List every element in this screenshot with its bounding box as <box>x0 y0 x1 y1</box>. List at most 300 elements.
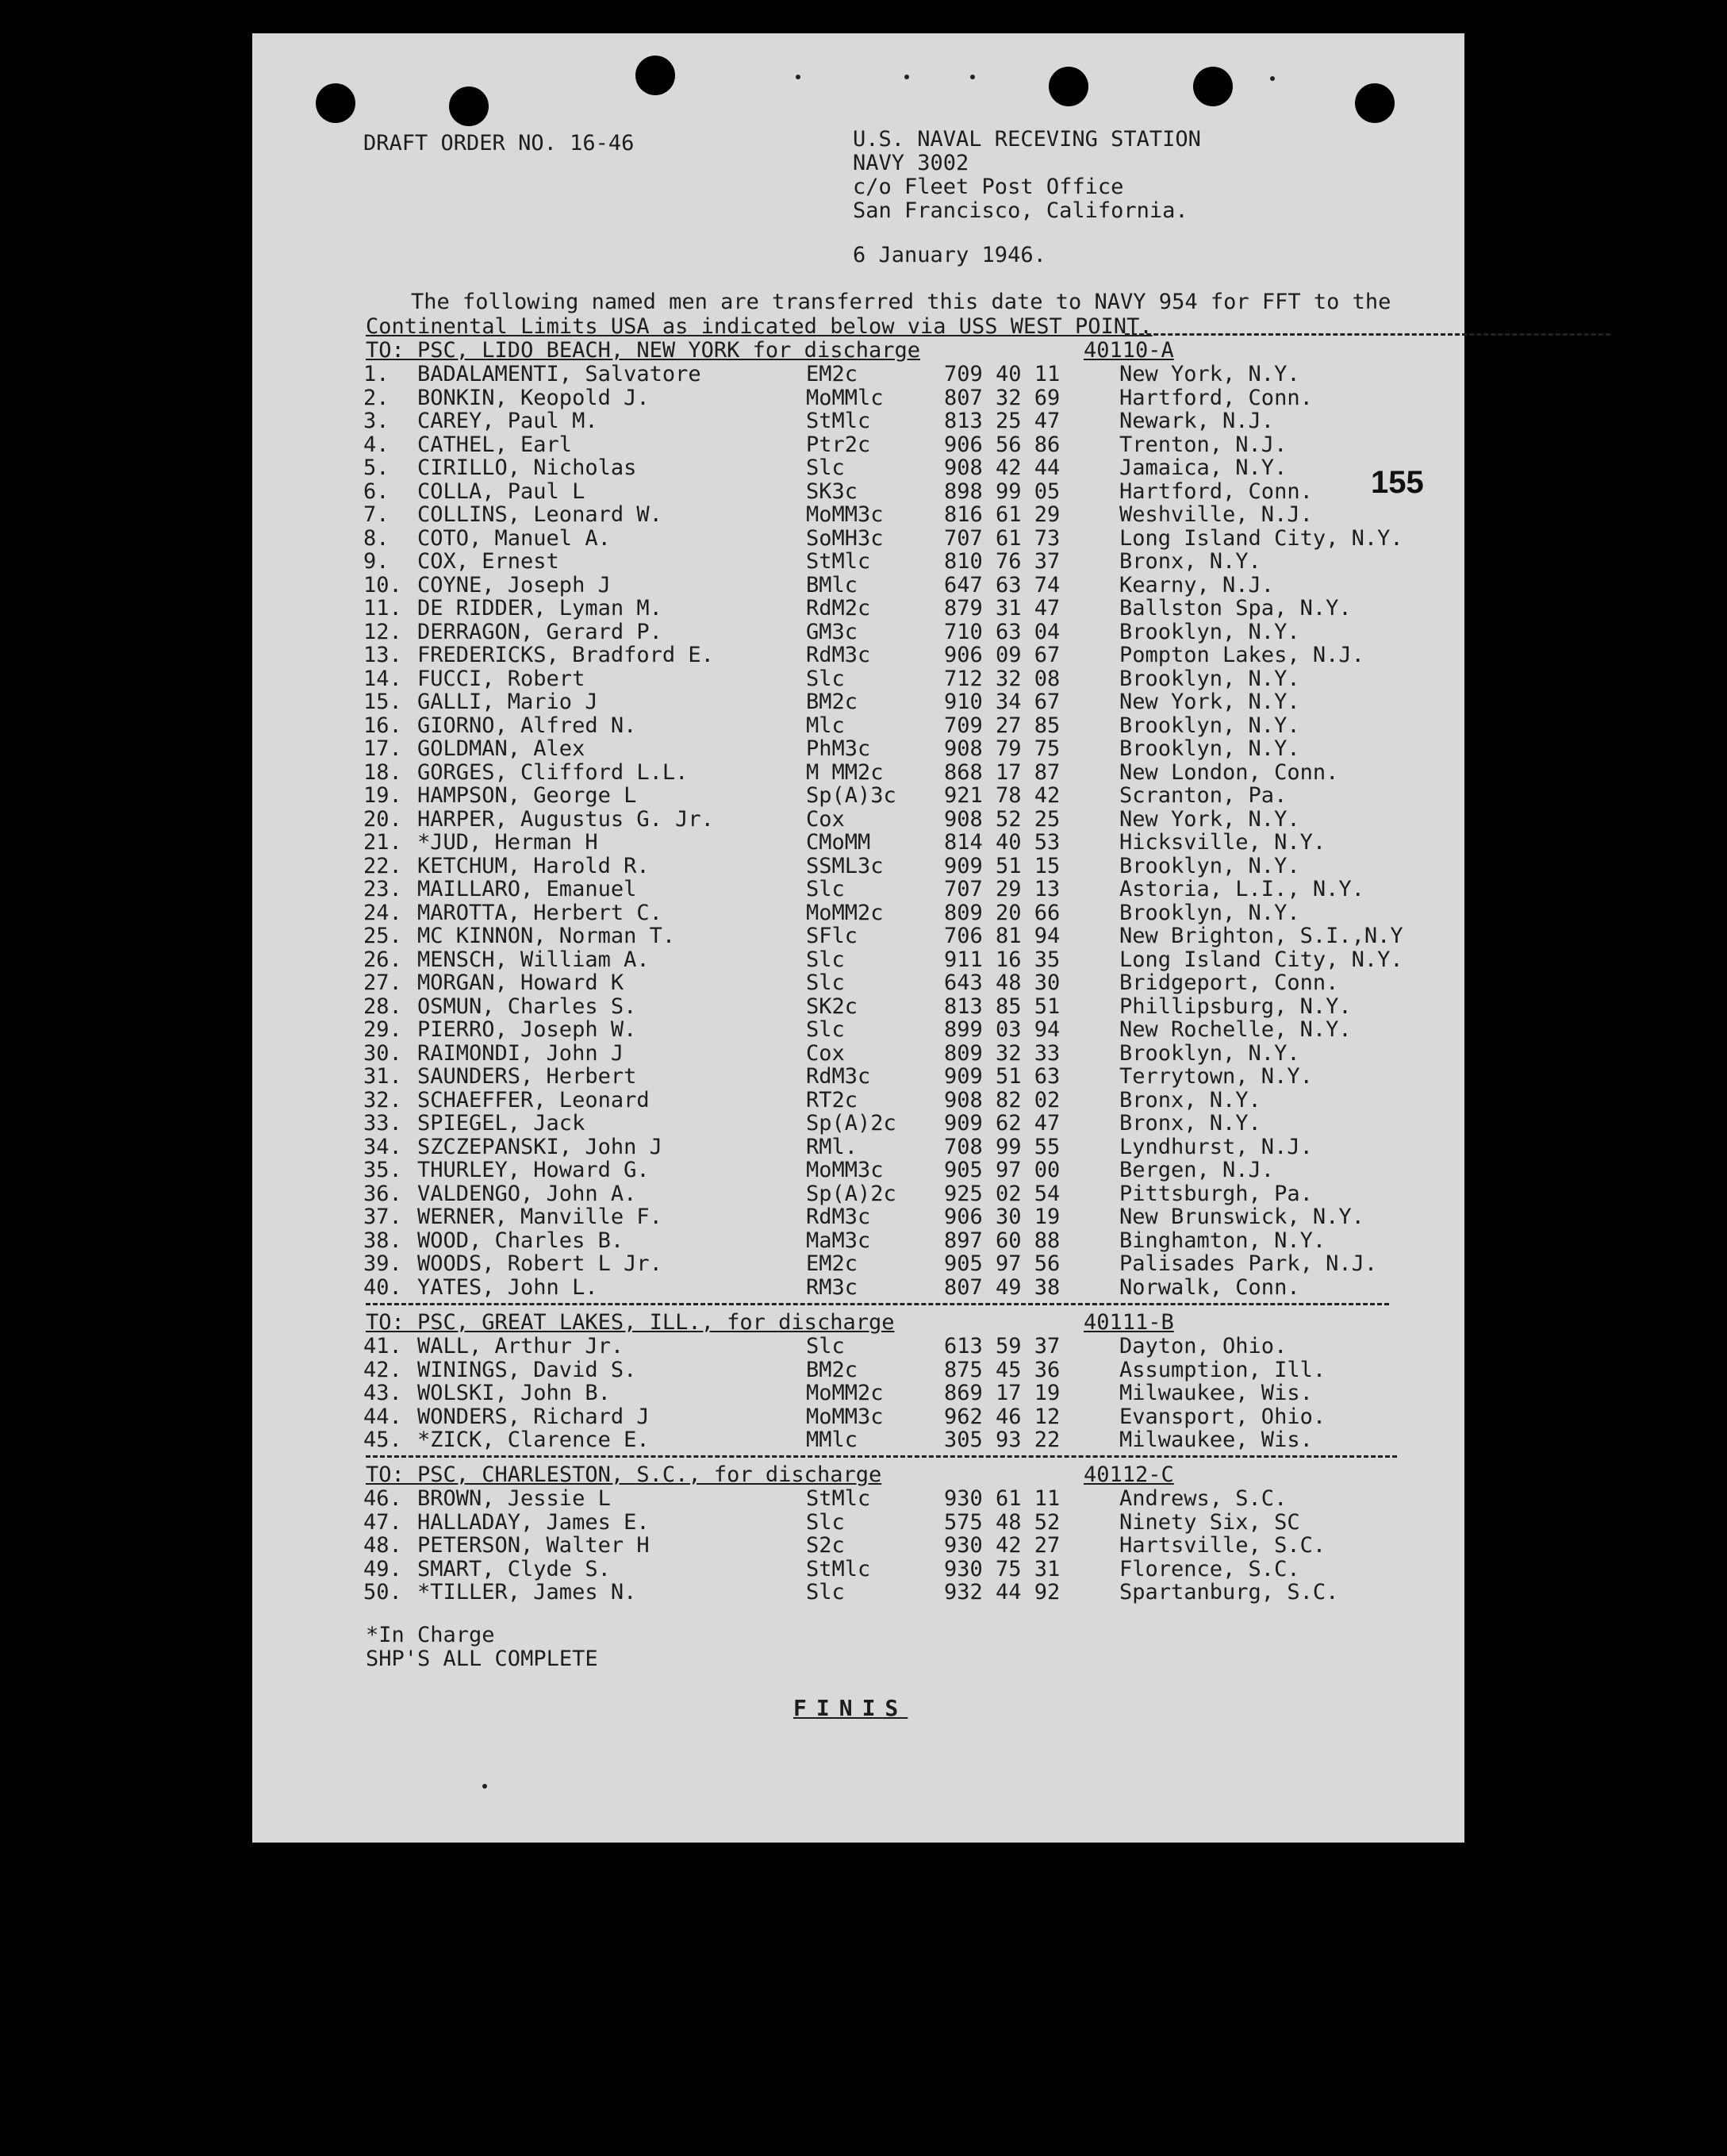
intro-line-2: Continental Limits USA as indicated below via USS WEST POINT. <box>366 314 1153 339</box>
row-number: 26. <box>363 947 402 972</box>
dashed-separator <box>366 1303 1389 1305</box>
person-name: PETERSON, Walter H <box>417 1533 650 1558</box>
table-row <box>252 714 1464 738</box>
rating: RdM3c <box>806 1205 871 1229</box>
person-name: PIERRO, Joseph W. <box>417 1017 637 1042</box>
table-row <box>252 1182 1464 1206</box>
service-number: 908 79 75 <box>944 736 1061 761</box>
station-line: NAVY 3002 <box>853 151 969 175</box>
home-town: Astoria, L.I., N.Y. <box>1119 877 1364 901</box>
person-name: SPIEGEL, Jack <box>417 1111 585 1136</box>
person-name: RAIMONDI, John J <box>417 1040 624 1066</box>
speck <box>904 75 909 79</box>
person-name: VALDENGO, John A. <box>417 1181 637 1206</box>
home-town: Binghamton, N.Y. <box>1119 1228 1326 1253</box>
person-name: CAREY, Paul M. <box>417 409 598 433</box>
person-name: COTO, Manuel A. <box>417 525 611 551</box>
table-row <box>252 784 1464 808</box>
home-town: Lyndhurst, N.J. <box>1119 1134 1313 1159</box>
station-line: San Francisco, California. <box>853 198 1188 223</box>
row-number: 44. <box>363 1404 402 1429</box>
home-town: Norwalk, Conn. <box>1119 1274 1300 1300</box>
home-town: Trenton, N.J. <box>1119 432 1288 457</box>
service-number: 879 31 47 <box>944 596 1061 621</box>
table-row <box>252 550 1464 574</box>
row-number: 2. <box>363 385 390 410</box>
row-number: 49. <box>363 1556 402 1581</box>
rating: CMoMM <box>806 830 871 855</box>
person-name: BADALAMENTI, Salvatore <box>417 362 701 386</box>
table-row <box>252 901 1464 925</box>
home-town: Phillipsburg, N.Y. <box>1119 993 1352 1019</box>
person-name: MORGAN, Howard K <box>417 970 624 995</box>
rating: StMlc <box>806 409 871 433</box>
table-row <box>252 386 1464 410</box>
rating: MoMM3c <box>806 1158 884 1182</box>
service-number: 710 63 04 <box>944 619 1061 644</box>
service-number: 613 59 37 <box>944 1334 1061 1359</box>
table-row <box>252 527 1464 551</box>
row-number: 42. <box>363 1357 402 1382</box>
rating: RT2c <box>806 1087 858 1113</box>
person-name: WOODS, Robert L Jr. <box>417 1251 662 1276</box>
service-number: 816 61 29 <box>944 502 1061 527</box>
home-town: Brooklyn, N.Y. <box>1119 1040 1300 1066</box>
home-town: Jamaica, N.Y. <box>1119 455 1288 480</box>
home-town: Brooklyn, N.Y. <box>1119 619 1300 644</box>
person-name: BROWN, Jessie L <box>417 1486 611 1511</box>
table-row <box>252 995 1464 1019</box>
person-name: *TILLER, James N. <box>417 1580 637 1605</box>
service-number: 898 99 05 <box>944 478 1061 504</box>
rating: BM2c <box>806 1357 858 1382</box>
table-row <box>252 1558 1464 1581</box>
home-town: Hartford, Conn. <box>1119 385 1313 410</box>
section-code: 40111-B <box>1084 1310 1174 1335</box>
rating: MoMM3c <box>806 1404 884 1429</box>
table-row <box>252 737 1464 761</box>
table-row <box>252 1511 1464 1535</box>
home-town: Newark, N.J. <box>1119 409 1275 433</box>
home-town: Hartsville, S.C. <box>1119 1533 1326 1558</box>
section-code: 40112-C <box>1084 1462 1174 1487</box>
table-row <box>252 1428 1464 1452</box>
row-number: 50. <box>363 1580 402 1605</box>
row-number: 23. <box>363 877 402 901</box>
rating: MoMM2c <box>806 1381 884 1405</box>
rating: SSML3c <box>806 853 884 878</box>
service-number: 707 61 73 <box>944 525 1061 551</box>
service-number: 910 34 67 <box>944 690 1061 714</box>
row-number: 33. <box>363 1111 402 1136</box>
table-row <box>252 1359 1464 1382</box>
home-town: Andrews, S.C. <box>1119 1486 1288 1511</box>
service-number: 643 48 30 <box>944 970 1061 995</box>
row-number: 12. <box>363 619 402 644</box>
table-row <box>252 433 1464 457</box>
row-number: 6. <box>363 478 390 504</box>
person-name: COYNE, Joseph J <box>417 572 611 598</box>
service-number: 925 02 54 <box>944 1181 1061 1206</box>
speck <box>482 1784 487 1789</box>
person-name: *ZICK, Clarence E. <box>417 1428 650 1452</box>
service-number: 647 63 74 <box>944 572 1061 598</box>
service-number: 909 51 63 <box>944 1064 1061 1089</box>
rating: Sp(A)2c <box>806 1181 896 1206</box>
row-number: 24. <box>363 900 402 925</box>
row-number: 10. <box>363 572 402 598</box>
service-number: 911 16 35 <box>944 947 1061 972</box>
section-heading: TO: PSC, CHARLESTON, S.C., for discharge <box>366 1462 882 1487</box>
rating: MaM3c <box>806 1228 871 1253</box>
person-name: BONKIN, Keopold J. <box>417 385 650 410</box>
home-town: Pompton Lakes, N.J. <box>1119 643 1364 667</box>
row-number: 29. <box>363 1017 402 1042</box>
table-row <box>252 1042 1464 1066</box>
table-row <box>252 1581 1464 1605</box>
rating: Slc <box>806 947 845 972</box>
person-name: COX, Ernest <box>417 549 559 574</box>
table-row <box>252 1205 1464 1229</box>
row-number: 37. <box>363 1205 402 1229</box>
table-row <box>252 456 1464 480</box>
service-number: 810 76 37 <box>944 549 1061 574</box>
table-row <box>252 761 1464 785</box>
table-row <box>252 1065 1464 1089</box>
home-town: Bronx, N.Y. <box>1119 1087 1261 1113</box>
rating: RMl. <box>806 1134 858 1159</box>
rating: MoMMlc <box>806 385 884 410</box>
table-row <box>252 948 1464 972</box>
row-number: 11. <box>363 596 402 621</box>
rating: M MM2c <box>806 759 884 785</box>
home-town: Long Island City, N.Y. <box>1119 947 1403 972</box>
rating: Ptr2c <box>806 432 871 457</box>
rating: Slc <box>806 970 845 995</box>
home-town: Bronx, N.Y. <box>1119 1111 1261 1136</box>
rating: StMlc <box>806 549 871 574</box>
table-row <box>252 574 1464 598</box>
home-town: Assumption, Ill. <box>1119 1357 1326 1382</box>
home-town: New London, Conn. <box>1119 759 1339 785</box>
person-name: DERRAGON, Gerard P. <box>417 619 662 644</box>
table-row <box>252 409 1464 433</box>
table-row <box>252 1534 1464 1558</box>
person-name: GALLI, Mario J <box>417 690 598 714</box>
table-row <box>252 1252 1464 1276</box>
table-row <box>252 831 1464 855</box>
home-town: Bergen, N.J. <box>1119 1158 1275 1182</box>
service-number: 908 42 44 <box>944 455 1061 480</box>
row-number: 18. <box>363 759 402 785</box>
row-number: 7. <box>363 502 390 527</box>
home-town: Brooklyn, N.Y. <box>1119 713 1300 738</box>
home-town: Brooklyn, N.Y. <box>1119 736 1300 761</box>
home-town: Kearny, N.J. <box>1119 572 1275 598</box>
row-number: 40. <box>363 1274 402 1300</box>
service-number: 868 17 87 <box>944 759 1061 785</box>
rating: SK3c <box>806 478 858 504</box>
rating: Sp(A)3c <box>806 783 896 808</box>
person-name: FREDERICKS, Bradford E. <box>417 643 714 667</box>
home-town: New Brunswick, N.Y. <box>1119 1205 1364 1229</box>
row-number: 21. <box>363 830 402 855</box>
service-number: 908 82 02 <box>944 1087 1061 1113</box>
service-number: 897 60 88 <box>944 1228 1061 1253</box>
home-town: Brooklyn, N.Y. <box>1119 853 1300 878</box>
rating: StMlc <box>806 1486 871 1511</box>
service-number: 905 97 00 <box>944 1158 1061 1182</box>
service-number: 807 49 38 <box>944 1274 1061 1300</box>
home-town: New York, N.Y. <box>1119 690 1300 714</box>
rating: MoMM3c <box>806 502 884 527</box>
home-town: Pittsburgh, Pa. <box>1119 1181 1313 1206</box>
table-row <box>252 480 1464 504</box>
person-name: COLLINS, Leonard W. <box>417 502 662 527</box>
service-number: 712 32 08 <box>944 666 1061 691</box>
home-town: Milwaukee, Wis. <box>1119 1428 1313 1452</box>
row-number: 27. <box>363 970 402 995</box>
row-number: 46. <box>363 1486 402 1511</box>
service-number: 813 85 51 <box>944 993 1061 1019</box>
service-number: 869 17 19 <box>944 1381 1061 1405</box>
person-name: WOLSKI, John B. <box>417 1381 611 1405</box>
person-name: WALL, Arthur Jr. <box>417 1334 624 1359</box>
punch-hole <box>1355 83 1395 123</box>
home-town: Bridgeport, Conn. <box>1119 970 1339 995</box>
service-number: 305 93 22 <box>944 1428 1061 1452</box>
table-row <box>252 971 1464 995</box>
table-row <box>252 1089 1464 1113</box>
home-town: New York, N.Y. <box>1119 362 1300 386</box>
rating: Cox <box>806 1040 845 1066</box>
table-row <box>252 621 1464 644</box>
row-number: 30. <box>363 1040 402 1066</box>
section-heading: TO: PSC, LIDO BEACH, NEW YORK for discharge <box>366 338 920 363</box>
person-name: WONDERS, Richard J <box>417 1404 650 1429</box>
row-number: 25. <box>363 924 402 948</box>
person-name: KETCHUM, Harold R. <box>417 853 650 878</box>
rating: Slc <box>806 877 845 901</box>
home-town: Brooklyn, N.Y. <box>1119 900 1300 925</box>
row-number: 28. <box>363 993 402 1019</box>
service-number: 930 75 31 <box>944 1556 1061 1581</box>
table-row <box>252 1229 1464 1253</box>
row-number: 3. <box>363 409 390 433</box>
finis-mark: FINIS <box>793 1695 908 1721</box>
service-number: 930 61 11 <box>944 1486 1061 1511</box>
speck <box>970 75 975 79</box>
row-number: 9. <box>363 549 390 574</box>
punch-hole <box>635 56 675 95</box>
person-name: WERNER, Manville F. <box>417 1205 662 1229</box>
home-town: Ninety Six, SC <box>1119 1509 1300 1535</box>
person-name: MC KINNON, Norman T. <box>417 924 676 948</box>
rating: MMlc <box>806 1428 858 1452</box>
row-number: 31. <box>363 1064 402 1089</box>
service-number: 814 40 53 <box>944 830 1061 855</box>
row-number: 19. <box>363 783 402 808</box>
rating: SoMH3c <box>806 525 884 551</box>
order-date: 6 January 1946. <box>853 243 1046 267</box>
service-number: 906 56 86 <box>944 432 1061 457</box>
home-town: New York, N.Y. <box>1119 806 1300 832</box>
table-row <box>252 363 1464 386</box>
rating: EM2c <box>806 362 858 386</box>
speck <box>796 75 800 79</box>
row-number: 22. <box>363 853 402 878</box>
table-row <box>252 878 1464 901</box>
row-number: 4. <box>363 432 390 457</box>
rating: GM3c <box>806 619 858 644</box>
person-name: CATHEL, Earl <box>417 432 573 457</box>
row-number: 20. <box>363 806 402 832</box>
row-number: 1. <box>363 362 390 386</box>
home-town: Brooklyn, N.Y. <box>1119 666 1300 691</box>
document-page <box>252 33 1464 1843</box>
rating: BMlc <box>806 572 858 598</box>
person-name: SZCZEPANSKI, John J <box>417 1134 662 1159</box>
intro-line-1: The following named men are transferred this date to NAVY 954 for FFT to the <box>411 290 1391 314</box>
service-number: 908 52 25 <box>944 806 1061 832</box>
station-line: U.S. NAVAL RECEVING STATION <box>853 127 1201 152</box>
home-town: Florence, S.C. <box>1119 1556 1300 1581</box>
person-name: COLLA, Paul L <box>417 478 585 504</box>
table-row <box>252 503 1464 527</box>
service-number: 906 30 19 <box>944 1205 1061 1229</box>
speck <box>1270 76 1275 81</box>
person-name: THURLEY, Howard G. <box>417 1158 650 1182</box>
home-town: Palisades Park, N.J. <box>1119 1251 1378 1276</box>
rating: Sp(A)2c <box>806 1111 896 1136</box>
person-name: HALLADAY, James E. <box>417 1509 650 1535</box>
service-number: 709 27 85 <box>944 713 1061 738</box>
table-row <box>252 1487 1464 1511</box>
home-town: Terrytown, N.Y. <box>1119 1064 1313 1089</box>
station-line: c/o Fleet Post Office <box>853 175 1124 199</box>
table-row <box>252 597 1464 621</box>
row-number: 15. <box>363 690 402 714</box>
rating: MoMM2c <box>806 900 884 925</box>
row-number: 13. <box>363 643 402 667</box>
rating: EM2c <box>806 1251 858 1276</box>
table-row <box>252 1136 1464 1159</box>
home-town: New Brighton, S.I.,N.Y <box>1119 924 1403 948</box>
ships-complete-note: SHP'S ALL COMPLETE <box>366 1647 598 1671</box>
section-heading: TO: PSC, GREAT LAKES, ILL., for discharge <box>366 1310 895 1335</box>
service-number: 575 48 52 <box>944 1509 1061 1535</box>
home-town: Ballston Spa, N.Y. <box>1119 596 1352 621</box>
row-number: 5. <box>363 455 390 480</box>
service-number: 875 45 36 <box>944 1357 1061 1382</box>
rating: SK2c <box>806 993 858 1019</box>
row-number: 34. <box>363 1134 402 1159</box>
table-row <box>252 644 1464 667</box>
home-town: Spartanburg, S.C. <box>1119 1580 1339 1605</box>
rating: SFlc <box>806 924 858 948</box>
row-number: 8. <box>363 525 390 551</box>
punch-hole <box>1193 67 1233 106</box>
service-number: 813 25 47 <box>944 409 1061 433</box>
home-town: Bronx, N.Y. <box>1119 549 1261 574</box>
rating: RM3c <box>806 1274 858 1300</box>
draft-order-number: DRAFT ORDER NO. 16-46 <box>363 131 635 156</box>
row-number: 17. <box>363 736 402 761</box>
person-name: MAILLARO, Emanuel <box>417 877 637 901</box>
person-name: FUCCI, Robert <box>417 666 585 691</box>
person-name: WOOD, Charles B. <box>417 1228 624 1253</box>
person-name: MAROTTA, Herbert C. <box>417 900 662 925</box>
person-name: GOLDMAN, Alex <box>417 736 585 761</box>
rating: RdM2c <box>806 596 871 621</box>
person-name: WININGS, David S. <box>417 1357 637 1382</box>
punch-hole <box>316 83 355 123</box>
person-name: SAUNDERS, Herbert <box>417 1064 637 1089</box>
rating: Slc <box>806 1580 845 1605</box>
section-code: 40110-A <box>1084 338 1174 363</box>
table-row <box>252 808 1464 832</box>
table-row <box>252 1405 1464 1429</box>
home-town: Evansport, Ohio. <box>1119 1404 1326 1429</box>
table-row <box>252 1382 1464 1405</box>
rating: Slc <box>806 666 845 691</box>
dashed-separator <box>1125 333 1610 336</box>
row-number: 39. <box>363 1251 402 1276</box>
service-number: 899 03 94 <box>944 1017 1061 1042</box>
rating: RdM3c <box>806 643 871 667</box>
table-row <box>252 855 1464 878</box>
home-town: Weshville, N.J. <box>1119 502 1313 527</box>
person-name: MENSCH, William A. <box>417 947 650 972</box>
row-number: 35. <box>363 1158 402 1182</box>
service-number: 905 97 56 <box>944 1251 1061 1276</box>
row-number: 14. <box>363 666 402 691</box>
person-name: GORGES, Clifford L.L. <box>417 759 689 785</box>
rating: PhM3c <box>806 736 871 761</box>
home-town: Dayton, Ohio. <box>1119 1334 1288 1359</box>
person-name: HARPER, Augustus G. Jr. <box>417 806 714 832</box>
service-number: 809 20 66 <box>944 900 1061 925</box>
row-number: 48. <box>363 1533 402 1558</box>
rating: Slc <box>806 1017 845 1042</box>
table-row <box>252 690 1464 714</box>
person-name: CIRILLO, Nicholas <box>417 455 637 480</box>
person-name: YATES, John L. <box>417 1274 598 1300</box>
in-charge-note: *In Charge <box>366 1623 495 1647</box>
rating: Cox <box>806 806 845 832</box>
service-number: 962 46 12 <box>944 1404 1061 1429</box>
rating: S2c <box>806 1533 845 1558</box>
person-name: *JUD, Herman H <box>417 830 598 855</box>
table-row <box>252 924 1464 948</box>
person-name: SCHAEFFER, Leonard <box>417 1087 650 1113</box>
home-town: New Rochelle, N.Y. <box>1119 1017 1352 1042</box>
person-name: OSMUN, Charles S. <box>417 993 637 1019</box>
service-number: 709 40 11 <box>944 362 1061 386</box>
service-number: 809 32 33 <box>944 1040 1061 1066</box>
service-number: 706 81 94 <box>944 924 1061 948</box>
person-name: HAMPSON, George L <box>417 783 637 808</box>
page-number: 155 <box>1371 465 1424 500</box>
table-row <box>252 1335 1464 1359</box>
row-number: 38. <box>363 1228 402 1253</box>
service-number: 921 78 42 <box>944 783 1061 808</box>
row-number: 32. <box>363 1087 402 1113</box>
rating: RdM3c <box>806 1064 871 1089</box>
home-town: Milwaukee, Wis. <box>1119 1381 1313 1405</box>
home-town: Hartford, Conn. <box>1119 478 1313 504</box>
person-name: SMART, Clyde S. <box>417 1556 611 1581</box>
